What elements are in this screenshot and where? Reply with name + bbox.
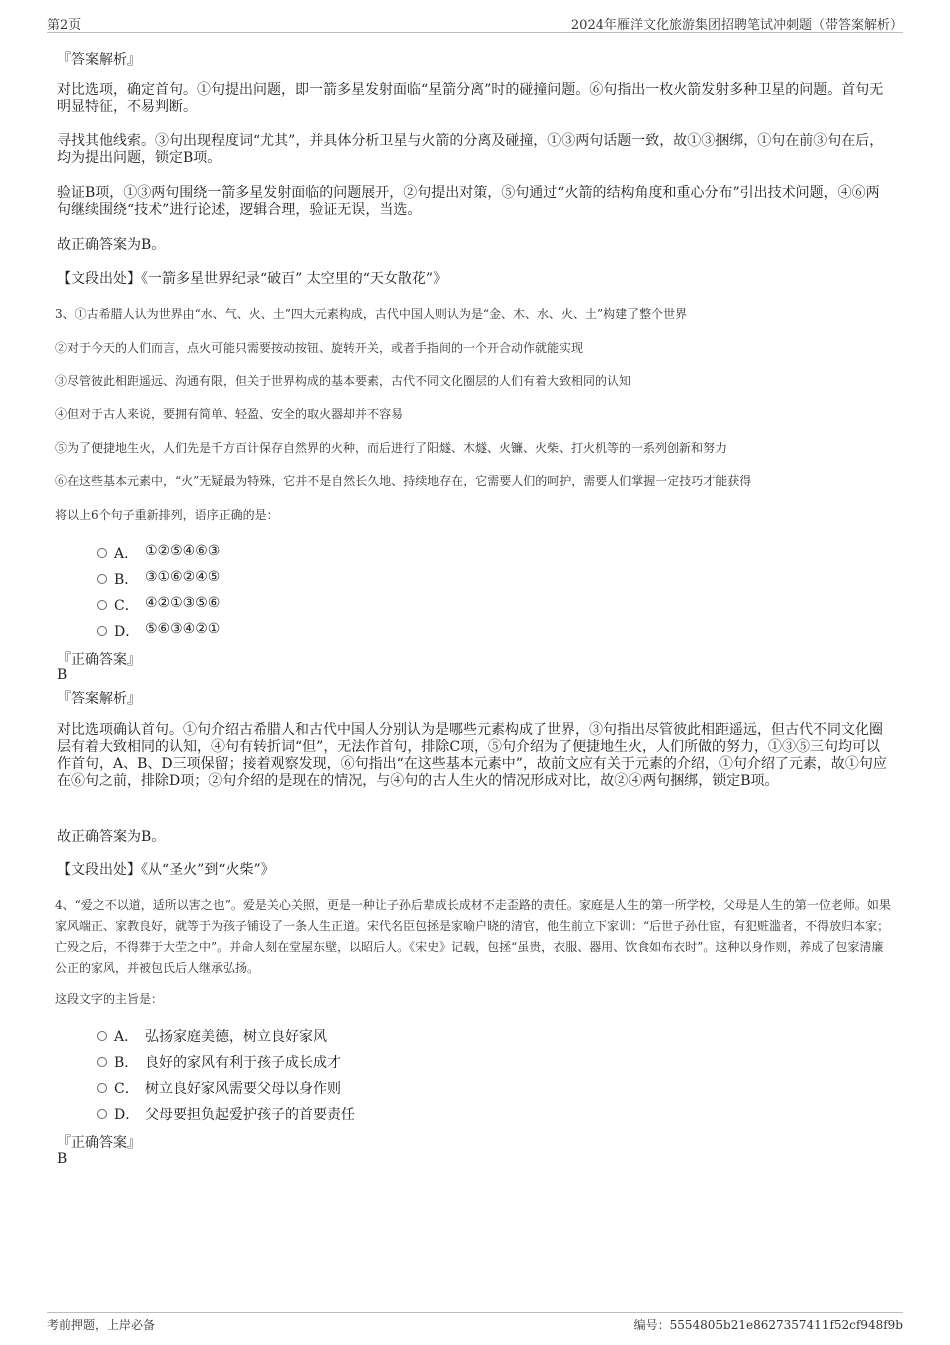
radio-icon[interactable] bbox=[97, 548, 107, 558]
q2-analysis-p2: 寻找其他线索。③句出现程度词“尤其”，并具体分析卫星与火箭的分离及碰撞，①③两句话题一致，故①③捆绑，①句在前③句在后，均为提出问题，锁定B项。 bbox=[57, 133, 884, 166]
radio-icon[interactable] bbox=[97, 574, 107, 584]
q2-source: 【文段出处】《一箭多星世界纪录“破百” 太空里的“天女散花”》 bbox=[57, 271, 448, 287]
q3-sentence-3: ③尽管彼此相距遥远、沟通有限，但关于世界构成的基本要素，古代不同文化圈层的人们有着大致相同的认知 bbox=[55, 374, 632, 388]
footer-slogan: 考前押题，上岸必备 bbox=[47, 1318, 156, 1332]
radio-icon[interactable] bbox=[97, 1057, 107, 1067]
q2-analysis-p4: 故正确答案为B。 bbox=[57, 237, 166, 253]
page-header bbox=[47, 12, 903, 33]
q2-analysis-p1: 对比选项，确定首句。①句提出问题，即一箭多星发射面临“星箭分离”时的碰撞问题。⑥句指出一枚火箭发射多种卫星的问题。首句无明显特征，不易判断。 bbox=[57, 82, 884, 115]
q3-answer-label: 『正确答案』 bbox=[57, 652, 141, 668]
q3-prompt: 将以上6个句子重新排列，语序正确的是： bbox=[55, 508, 279, 522]
document-title: 2024年雁洋文化旅游集团招聘笔试冲刺题（带答案解析） bbox=[570, 18, 903, 33]
document-code: 编号：5554805b21e8627357411f52cf948f9b bbox=[633, 1318, 903, 1332]
page-number: 第2页 bbox=[47, 18, 82, 33]
page-footer bbox=[47, 1312, 903, 1335]
q3-sentence-4: ④但对于古人来说，要拥有简单、轻盈、安全的取火器却并不容易 bbox=[55, 407, 404, 421]
q4-prompt: 这段文字的主旨是： bbox=[55, 992, 164, 1006]
q3-analysis-p2: 故正确答案为B。 bbox=[57, 829, 166, 845]
q2-analysis-p3: 验证B项，①③两句围绕一箭多星发射面临的问题展开，②句提出对策，⑤句通过“火箭的结构角度和重心分布”引出技术问题，④⑥两句继续围绕“技术”进行论述，逻辑合理，验证无误，当选。 bbox=[57, 185, 880, 218]
radio-icon[interactable] bbox=[97, 1083, 107, 1093]
q4-stem: 4、“爱之不以道，适所以害之也”。爱是关心关照，更是一种让子孙后辈成长成材不走歪路的责任。家庭是人生的第一所学校，父母是人生的第一位老师。如果家风端正、家教良好，就等于为孩子铺设了一条人生正道。宋代名臣包拯是家喻户晓的清官，他生前立下家训：“后世子孙仕宦，有犯赃滥者，不得放归本家；亡殁之后，不得葬于大茔之中”。并命人刻在堂屋东壁，以昭后人。《宋史》记载，包拯“虽贵，衣服、器用、饮食如布衣时”。这种以身作则，养成了包家清廉公正的家风，并被包氏后人继承弘扬。 bbox=[55, 898, 891, 975]
q3-sentence-1: 3、①古希腊人认为世界由“水、气、火、土”四大元素构成，古代中国人则认为是“金、木、水、火、土”构建了整个世界 bbox=[55, 307, 688, 321]
q3-answer: B bbox=[57, 667, 68, 683]
q3-analysis-p1: 对比选项确认首句。①句介绍古希腊人和古代中国人分别认为是哪些元素构成了世界，③句指出尽管彼此相距遥远，但古代不同文化圈层有着大致相同的认知，④句有转折词“但”，无法作首句，排除C项，⑤句介绍为了便捷地生火，人们所做的努力，①③⑤三句均可以作首句，A、B、D三项保留；接着观察发现，⑥句指出“在这些基本元素中”，故前文应有关于元素的介绍，①句介绍了元素，故①句应在⑥句之前，排除D项；②句介绍的是现在的情况，与④句的古人生火的情况形成对比，故②④两句捆绑，锁定B项。 bbox=[57, 722, 887, 789]
q3-source: 【文段出处】《从“圣火”到“火柴”》 bbox=[57, 862, 275, 878]
q4-answer: B bbox=[57, 1151, 68, 1167]
radio-icon[interactable] bbox=[97, 600, 107, 610]
radio-icon[interactable] bbox=[97, 1109, 107, 1119]
q4-answer-label: 『正确答案』 bbox=[57, 1135, 141, 1151]
radio-icon[interactable] bbox=[97, 626, 107, 636]
q3-sentence-6: ⑥在这些基本元素中，“火”无疑最为特殊，它并不是自然长久地、持续地存在，它需要人们的呵护，需要人们掌握一定技巧才能获得 bbox=[55, 474, 752, 488]
radio-icon[interactable] bbox=[97, 1031, 107, 1041]
q3-analysis-label: 『答案解析』 bbox=[57, 691, 141, 707]
q3-sentence-5: ⑤为了便捷地生火，人们先是千方百计保存自然界的火种，而后进行了阳燧、木燧、火镰、火柴、打火机等的一系列创新和努力 bbox=[55, 441, 728, 455]
q2-analysis-label: 『答案解析』 bbox=[57, 52, 141, 68]
q3-sentence-2: ②对于今天的人们而言，点火可能只需要按动按钮、旋转开关，或者手指间的一个开合动作就能实现 bbox=[55, 341, 584, 355]
